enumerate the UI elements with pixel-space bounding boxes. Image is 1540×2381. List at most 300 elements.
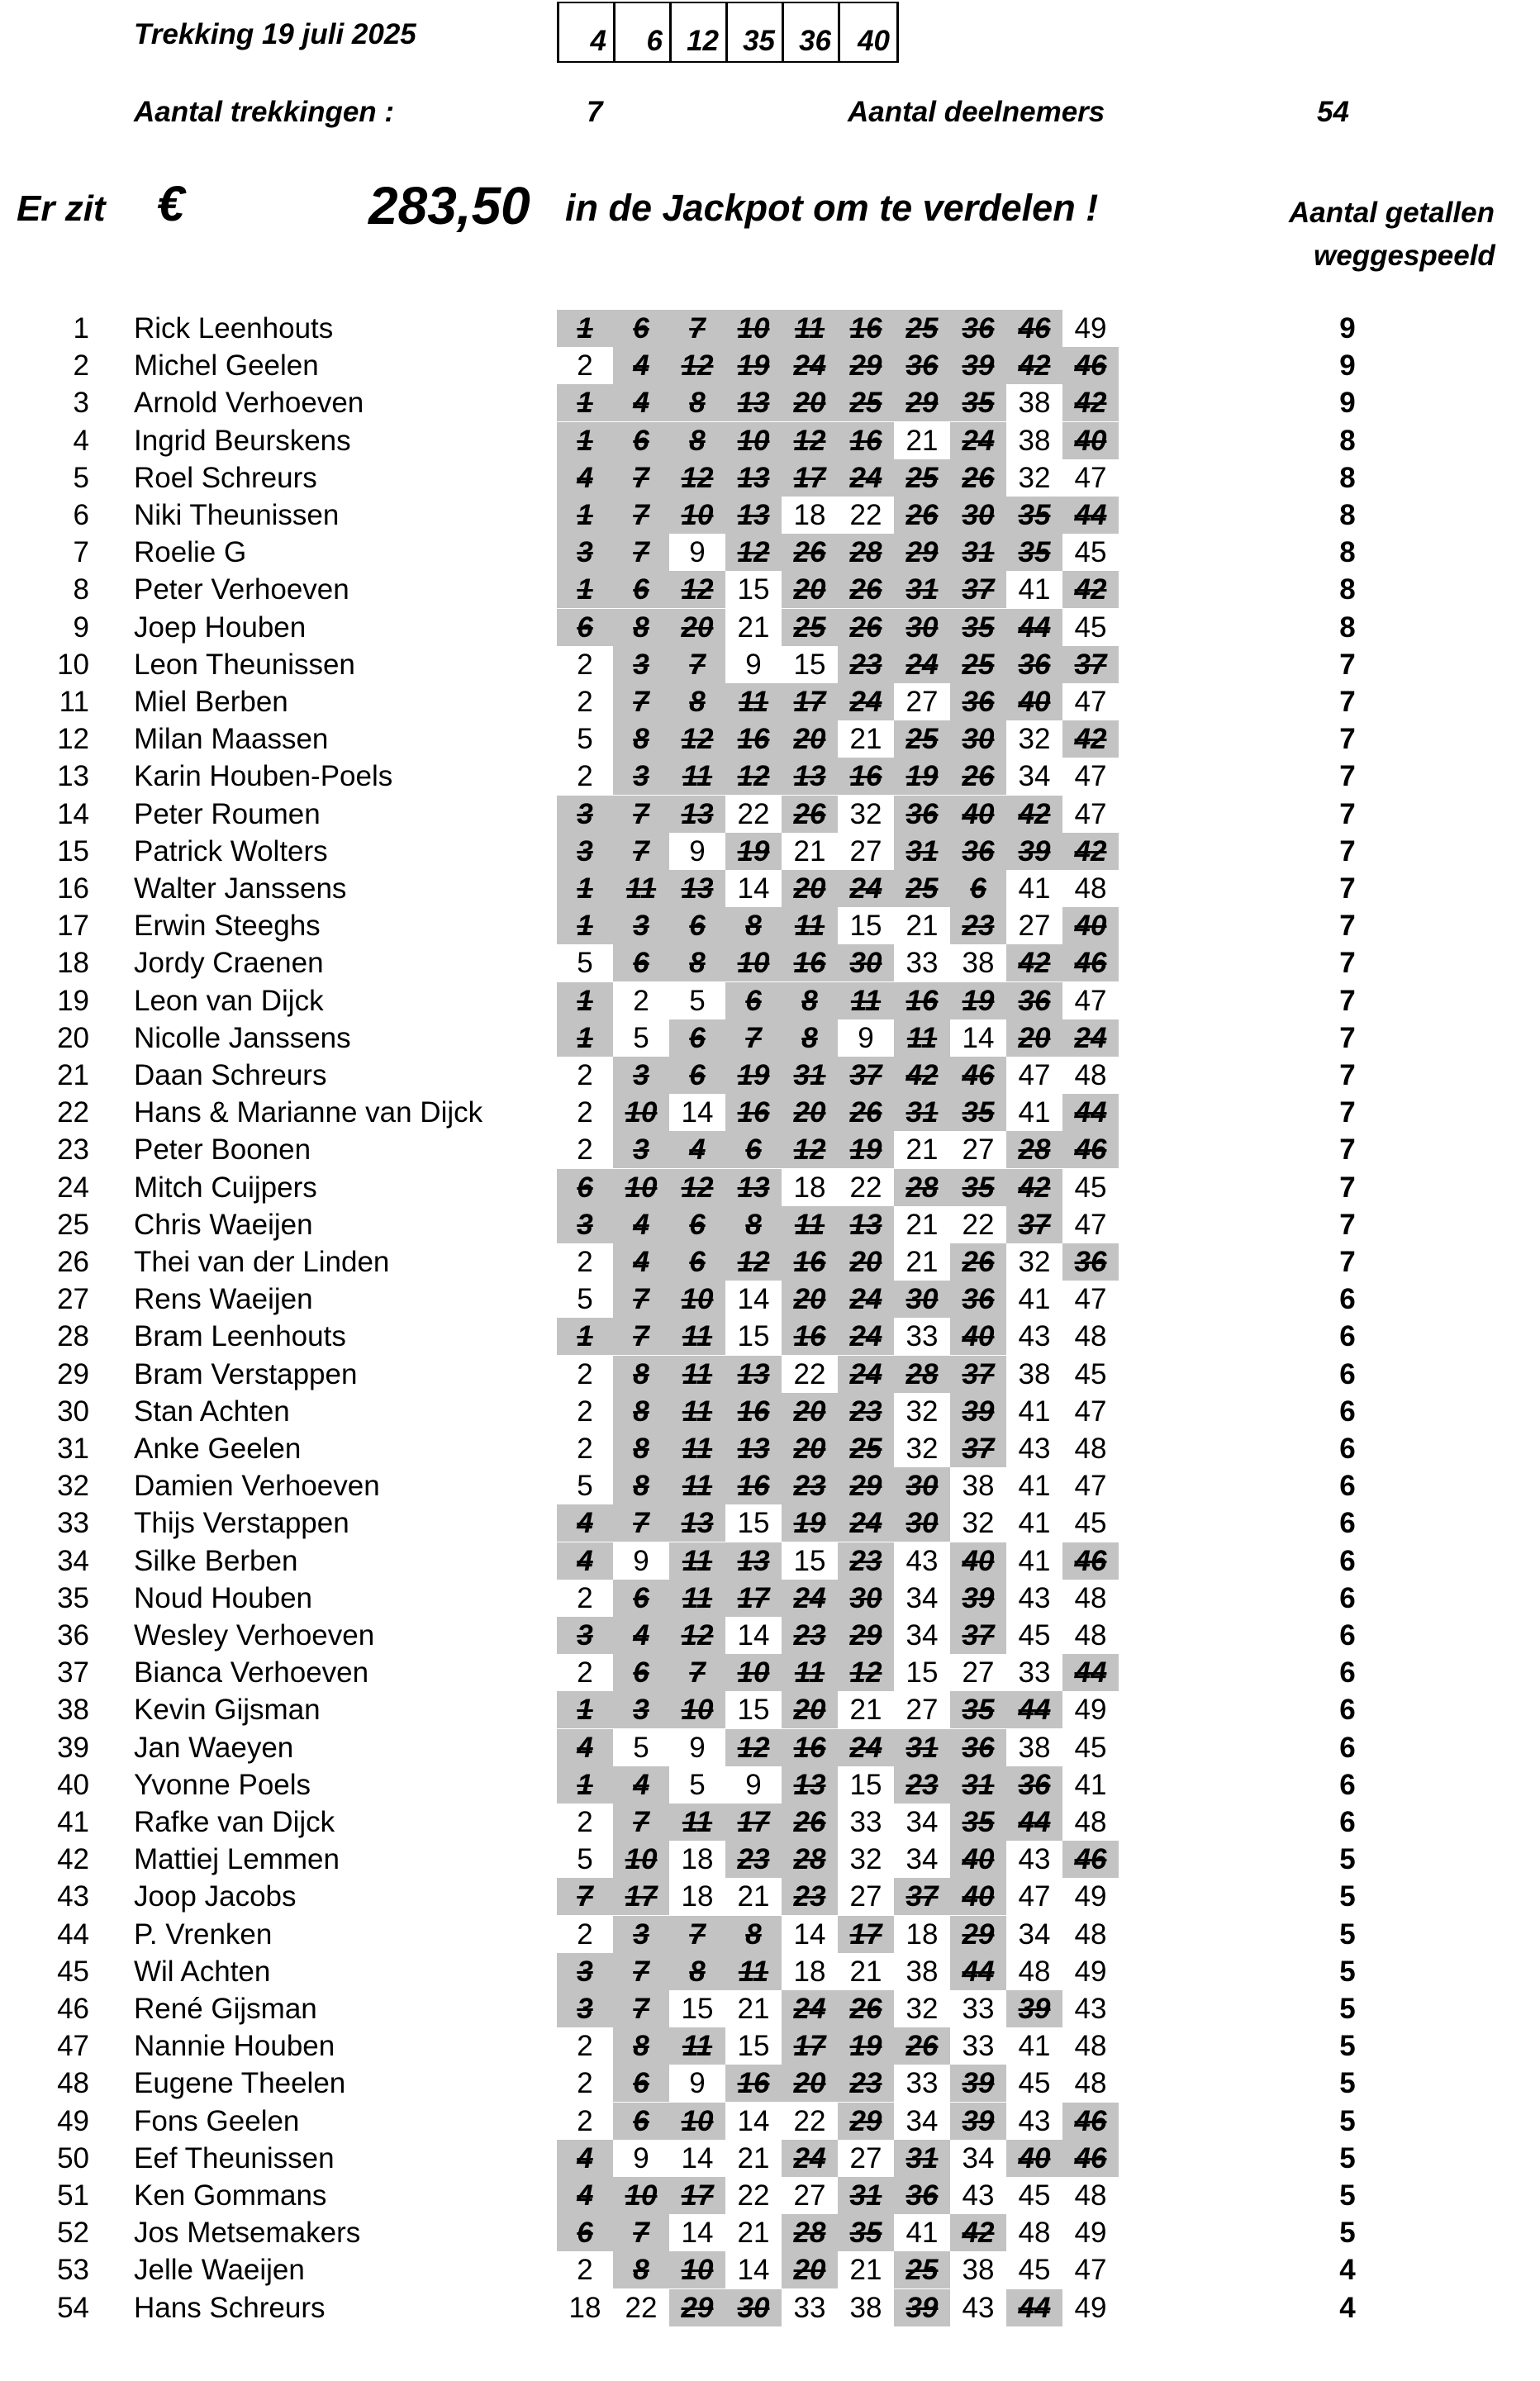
- rank-number: 24: [57, 1171, 89, 1204]
- matched-number: 3: [557, 1617, 613, 1654]
- matched-number: 39: [1006, 1990, 1062, 2027]
- matched-number: 7: [613, 1953, 669, 1990]
- matched-number: 13: [669, 870, 725, 907]
- number: 18: [568, 2291, 601, 2324]
- number: 18: [793, 1171, 826, 1204]
- matched-number: 40: [1006, 683, 1062, 720]
- number: 9: [858, 1021, 874, 1054]
- matched-number: 8: [669, 683, 725, 720]
- matched-number: 7: [613, 1804, 669, 1841]
- number: 34: [905, 1581, 939, 1614]
- matched-number: 10: [725, 310, 782, 347]
- number: 5: [577, 947, 593, 980]
- matched-count: 6: [1339, 1694, 1356, 1727]
- matched-number: 44: [1062, 1094, 1119, 1131]
- matched-number: 26: [782, 534, 838, 571]
- number: 9: [689, 2067, 706, 2100]
- rank-number: 7: [73, 536, 89, 569]
- matched-number: 24: [838, 1729, 894, 1766]
- number: 32: [905, 1993, 939, 2025]
- matched-count: 6: [1339, 1806, 1356, 1838]
- matched-number: 40: [1006, 2140, 1062, 2177]
- participant-name: Eugene Theelen: [134, 2067, 346, 2100]
- matched-count: 7: [1339, 686, 1356, 718]
- matched-number: 6: [669, 1019, 725, 1057]
- rank-number: 51: [57, 2179, 89, 2212]
- number: 22: [962, 1208, 995, 1241]
- rank-number: 33: [57, 1507, 89, 1540]
- matched-number: 12: [725, 758, 782, 795]
- matched-number: 13: [838, 1206, 894, 1243]
- matched-number: 25: [838, 1430, 894, 1467]
- matched-number: 8: [782, 1019, 838, 1057]
- matched-number: 13: [782, 1766, 838, 1804]
- number: 14: [681, 2217, 714, 2250]
- number: 18: [793, 1955, 826, 1988]
- matched-number: 3: [557, 1206, 613, 1243]
- rank-number: 34: [57, 1544, 89, 1577]
- number: 14: [737, 1619, 770, 1651]
- number: 41: [905, 2217, 939, 2250]
- matched-number: 1: [557, 497, 613, 534]
- participant-name: Walter Janssens: [134, 872, 347, 905]
- number: 47: [1074, 686, 1107, 718]
- number: 14: [681, 2141, 714, 2174]
- matched-number: 23: [838, 2065, 894, 2102]
- table-row: [0, 2289, 1540, 2326]
- matched-number: 11: [669, 2027, 725, 2065]
- number: 5: [577, 1283, 593, 1316]
- matched-number: 3: [613, 646, 669, 683]
- number: 21: [905, 910, 939, 943]
- matched-number: 13: [782, 758, 838, 795]
- matched-number: 10: [669, 1691, 725, 1728]
- number: 33: [962, 1993, 995, 2025]
- matched-number: 39: [950, 2103, 1006, 2140]
- matched-count: 4: [1339, 2254, 1356, 2287]
- matched-number: 17: [725, 1580, 782, 1617]
- matched-number: 8: [613, 1393, 669, 1430]
- matched-count: 6: [1339, 1395, 1356, 1428]
- matched-number: 35: [838, 2214, 894, 2251]
- matched-number: 24: [1062, 1019, 1119, 1057]
- matched-number: 11: [669, 1393, 725, 1430]
- rank-number: 47: [57, 2030, 89, 2063]
- matched-number: 29: [894, 384, 950, 421]
- matched-number: 8: [669, 944, 725, 981]
- played-numbers: [557, 1094, 1119, 1131]
- table-row: [0, 1729, 1540, 1766]
- number: 21: [849, 1955, 882, 1988]
- matched-count: 6: [1339, 1470, 1356, 1503]
- table-row: [0, 758, 1540, 795]
- played-numbers: [557, 833, 1119, 870]
- matched-number: 10: [669, 1281, 725, 1318]
- rank-number: 13: [57, 760, 89, 793]
- matched-number: 20: [669, 609, 725, 646]
- matched-number: 26: [838, 1094, 894, 1131]
- rank-number: 46: [57, 1993, 89, 2025]
- matched-number: 1: [557, 907, 613, 944]
- played-numbers: [557, 1504, 1119, 1542]
- matched-number: 37: [1062, 646, 1119, 683]
- participant-name: Yvonne Poels: [134, 1768, 311, 1801]
- matched-number: 37: [1006, 1206, 1062, 1243]
- number: 38: [962, 1470, 995, 1503]
- number: 33: [905, 2067, 939, 2100]
- matched-number: 10: [613, 1169, 669, 1206]
- matched-number: 23: [782, 1617, 838, 1654]
- number: 45: [1074, 536, 1107, 569]
- matched-number: 24: [838, 1504, 894, 1542]
- drawn-number: 40: [858, 25, 890, 57]
- table-row: [0, 982, 1540, 1019]
- matched-count: 7: [1339, 797, 1356, 830]
- matched-number: 26: [782, 1804, 838, 1841]
- rank-number: 49: [57, 2104, 89, 2137]
- matched-number: 20: [782, 1094, 838, 1131]
- number: 21: [905, 424, 939, 457]
- rank-number: 26: [57, 1246, 89, 1278]
- matched-number: 1: [557, 422, 613, 459]
- matched-count: 5: [1339, 1880, 1356, 1913]
- table-row: [0, 310, 1540, 347]
- participant-name: Leon Theunissen: [134, 648, 355, 681]
- number: 27: [849, 1880, 882, 1913]
- matched-number: 19: [782, 1504, 838, 1542]
- matched-number: 24: [838, 1356, 894, 1393]
- table-row: [0, 1131, 1540, 1168]
- number: 32: [905, 1395, 939, 1428]
- matched-number: 16: [725, 1094, 782, 1131]
- matched-number: 39: [950, 347, 1006, 384]
- matched-number: 30: [838, 944, 894, 981]
- table-row: [0, 646, 1540, 683]
- participant-name: Leon van Dijck: [134, 984, 324, 1017]
- number: 41: [1018, 1395, 1051, 1428]
- matched-count: 7: [1339, 984, 1356, 1017]
- matched-number: 29: [838, 347, 894, 384]
- matched-number: 39: [950, 1580, 1006, 1617]
- matched-number: 6: [725, 982, 782, 1019]
- matched-number: 19: [725, 833, 782, 870]
- number: 5: [633, 1021, 649, 1054]
- played-numbers: [557, 758, 1119, 795]
- table-row: [0, 1766, 1540, 1804]
- matched-count: 7: [1339, 723, 1356, 756]
- participant-name: Roelie G: [134, 536, 247, 569]
- matched-number: 8: [669, 1953, 725, 1990]
- matched-number: 31: [894, 1729, 950, 1766]
- number: 5: [577, 1843, 593, 1876]
- number: 41: [1018, 1096, 1051, 1129]
- matched-number: 36: [1006, 646, 1062, 683]
- matched-number: 44: [1006, 2289, 1062, 2326]
- rank-number: 39: [57, 1731, 89, 1764]
- participant-name: Wesley Verhoeven: [134, 1619, 375, 1651]
- table-row: [0, 833, 1540, 870]
- played-numbers: [557, 459, 1119, 497]
- table-row: [0, 609, 1540, 646]
- matched-number: 20: [782, 1393, 838, 1430]
- number: 2: [577, 2104, 593, 2137]
- number: 15: [849, 910, 882, 943]
- matched-number: 6: [725, 1131, 782, 1168]
- matched-number: 37: [950, 571, 1006, 608]
- matched-number: 46: [1062, 1841, 1119, 1878]
- played-numbers: [557, 1318, 1119, 1355]
- rank-number: 35: [57, 1581, 89, 1614]
- matched-number: 35: [950, 1094, 1006, 1131]
- matched-number: 4: [613, 1206, 669, 1243]
- table-row: [0, 2065, 1540, 2102]
- table-row: [0, 1094, 1540, 1131]
- participant-name: Patrick Wolters: [134, 834, 328, 867]
- matched-number: 11: [725, 1953, 782, 1990]
- number: 18: [793, 499, 826, 531]
- number: 2: [577, 1395, 593, 1428]
- number: 2: [577, 1433, 593, 1465]
- number: 5: [577, 1470, 593, 1503]
- matched-number: 31: [894, 571, 950, 608]
- number: 15: [737, 1320, 770, 1353]
- rank-number: 25: [57, 1208, 89, 1241]
- number: 9: [689, 1731, 706, 1764]
- number: 34: [905, 2104, 939, 2137]
- matched-number: 36: [1062, 1243, 1119, 1281]
- number: 32: [1018, 723, 1051, 756]
- matched-number: 16: [838, 422, 894, 459]
- table-row: [0, 1504, 1540, 1542]
- number: 21: [849, 723, 882, 756]
- rank-number: 22: [57, 1096, 89, 1129]
- participant-name: Bram Verstappen: [134, 1357, 358, 1390]
- matched-number: 7: [613, 497, 669, 534]
- number: 47: [1074, 760, 1107, 793]
- matched-number: 6: [669, 1057, 725, 1094]
- participant-name: Rafke van Dijck: [134, 1806, 335, 1838]
- number: 32: [962, 1507, 995, 1540]
- matched-count: 5: [1339, 2030, 1356, 2063]
- number: 43: [1074, 1993, 1107, 2025]
- participant-name: Bianca Verhoeven: [134, 1656, 369, 1690]
- matched-number: 19: [838, 2027, 894, 2065]
- rank-number: 10: [57, 648, 89, 681]
- matched-count: 9: [1339, 312, 1356, 345]
- matched-number: 7: [669, 1916, 725, 1953]
- number: 45: [1074, 611, 1107, 644]
- matched-number: 7: [613, 2214, 669, 2251]
- matched-number: 36: [950, 1729, 1006, 1766]
- matched-number: 13: [725, 384, 782, 421]
- number: 2: [577, 2030, 593, 2063]
- drawn-number: 35: [728, 3, 784, 61]
- matched-number: 11: [782, 310, 838, 347]
- matched-number: 12: [782, 422, 838, 459]
- rank-number: 8: [73, 573, 89, 606]
- number: 48: [1074, 1433, 1107, 1465]
- played-numbers: [557, 1766, 1119, 1804]
- matched-number: 19: [894, 758, 950, 795]
- number: 15: [793, 1544, 826, 1577]
- matched-number: 46: [950, 1057, 1006, 1094]
- matched-number: 26: [950, 758, 1006, 795]
- matched-number: 10: [613, 2177, 669, 2214]
- number: 49: [1074, 1955, 1107, 1988]
- number: 48: [1018, 2217, 1051, 2250]
- matched-number: 16: [782, 1243, 838, 1281]
- number: 2: [577, 1656, 593, 1690]
- matched-number: 8: [613, 1467, 669, 1504]
- matched-number: 11: [669, 1542, 725, 1580]
- number: 2: [577, 2254, 593, 2287]
- rank-number: 1: [73, 312, 89, 345]
- matched-count: 8: [1339, 461, 1356, 494]
- matched-number: 8: [613, 1430, 669, 1467]
- number: 48: [1074, 1320, 1107, 1353]
- number: 15: [737, 1507, 770, 1540]
- matched-number: 13: [725, 1542, 782, 1580]
- participant-name: Niki Theunissen: [134, 499, 340, 531]
- matched-number: 7: [725, 1019, 782, 1057]
- participant-name: Michel Geelen: [134, 349, 319, 383]
- matched-number: 24: [838, 1318, 894, 1355]
- matched-number: 40: [1062, 422, 1119, 459]
- matched-number: 24: [950, 422, 1006, 459]
- table-row: [0, 1990, 1540, 2027]
- matched-number: 1: [557, 1019, 613, 1057]
- played-numbers: [557, 1206, 1119, 1243]
- participant-name: Jordy Craenen: [134, 947, 324, 980]
- number: 34: [905, 1843, 939, 1876]
- table-row: [0, 1206, 1540, 1243]
- matched-count: 8: [1339, 573, 1356, 606]
- number: 9: [633, 1544, 649, 1577]
- number: 2: [577, 686, 593, 718]
- number: 33: [849, 1806, 882, 1838]
- number: 38: [1018, 1357, 1051, 1390]
- matched-number: 36: [950, 310, 1006, 347]
- number: 38: [962, 947, 995, 980]
- participant-name: Peter Boonen: [134, 1133, 311, 1167]
- matched-number: 7: [613, 1281, 669, 1318]
- number: 48: [1074, 2067, 1107, 2100]
- table-row: [0, 1580, 1540, 1617]
- rank-number: 42: [57, 1843, 89, 1876]
- table-row: [0, 1057, 1540, 1094]
- table-row: [0, 1841, 1540, 1878]
- rank-number: 43: [57, 1880, 89, 1913]
- matched-number: 3: [613, 1916, 669, 1953]
- matched-number: 4: [613, 347, 669, 384]
- matched-number: 19: [725, 347, 782, 384]
- played-numbers: [557, 683, 1119, 720]
- matched-number: 40: [950, 1878, 1006, 1915]
- matched-number: 10: [613, 1094, 669, 1131]
- matched-number: 4: [557, 1729, 613, 1766]
- matched-number: 24: [894, 646, 950, 683]
- matched-number: 7: [613, 459, 669, 497]
- number: 21: [905, 1246, 939, 1278]
- matched-number: 42: [1062, 720, 1119, 758]
- matched-number: 11: [725, 683, 782, 720]
- matched-number: 6: [669, 1243, 725, 1281]
- matched-number: 10: [725, 422, 782, 459]
- matched-count: 7: [1339, 1059, 1356, 1091]
- participant-name: Erwin Steeghs: [134, 910, 321, 943]
- matched-number: 6: [613, 2065, 669, 2102]
- matched-number: 20: [782, 2251, 838, 2288]
- participant-name: Hans & Marianne van Dijck: [134, 1096, 483, 1129]
- matched-number: 28: [782, 1841, 838, 1878]
- matched-number: 36: [950, 683, 1006, 720]
- matched-number: 20: [782, 870, 838, 907]
- number: 47: [1018, 1059, 1051, 1091]
- participant-name: Damien Verhoeven: [134, 1470, 380, 1503]
- number: 32: [849, 797, 882, 830]
- participant-name: Arnold Verhoeven: [134, 387, 364, 420]
- number: 43: [905, 1544, 939, 1577]
- matched-number: 20: [1006, 1019, 1062, 1057]
- number: 43: [1018, 1843, 1051, 1876]
- participant-name: Ingrid Beurskens: [134, 424, 351, 457]
- table-row: [0, 1467, 1540, 1504]
- matched-number: 31: [894, 2140, 950, 2177]
- played-numbers: [557, 1953, 1119, 1990]
- matched-number: 20: [782, 571, 838, 608]
- table-row: [0, 796, 1540, 833]
- matched-count: 5: [1339, 1918, 1356, 1951]
- matched-number: 13: [669, 796, 725, 833]
- number: 14: [962, 1021, 995, 1054]
- matched-number: 26: [782, 796, 838, 833]
- matched-count: 7: [1339, 1096, 1356, 1129]
- drawn-number: 12: [672, 3, 728, 61]
- matched-number: 3: [557, 1990, 613, 2027]
- number: 48: [1018, 1955, 1051, 1988]
- number: 41: [1018, 573, 1051, 606]
- matched-number: 16: [838, 310, 894, 347]
- matched-number: 11: [669, 1318, 725, 1355]
- number: 27: [905, 686, 939, 718]
- number: 45: [1018, 2067, 1051, 2100]
- matched-count: 7: [1339, 760, 1356, 793]
- matched-number: 31: [894, 1094, 950, 1131]
- rank-number: 36: [57, 1619, 89, 1651]
- matched-number: 3: [613, 758, 669, 795]
- matched-count: 6: [1339, 1357, 1356, 1390]
- number: 5: [689, 1768, 706, 1801]
- played-numbers: [557, 1467, 1119, 1504]
- count-header: Aantal getallen: [1289, 197, 1495, 229]
- matched-number: 37: [950, 1356, 1006, 1393]
- matched-number: 10: [613, 1841, 669, 1878]
- table-row: [0, 384, 1540, 421]
- matched-number: 35: [950, 1691, 1006, 1728]
- number: 22: [793, 1357, 826, 1390]
- number: 14: [737, 872, 770, 905]
- rank-number: 17: [57, 910, 89, 943]
- matched-count: 5: [1339, 2141, 1356, 2174]
- matched-number: 46: [1062, 2103, 1119, 2140]
- matched-number: 23: [894, 1766, 950, 1804]
- number: 22: [625, 2291, 658, 2324]
- number: 48: [1074, 872, 1107, 905]
- matched-number: 28: [1006, 1131, 1062, 1168]
- rank-number: 38: [57, 1694, 89, 1727]
- matched-number: 29: [838, 1617, 894, 1654]
- matched-number: 29: [838, 2103, 894, 2140]
